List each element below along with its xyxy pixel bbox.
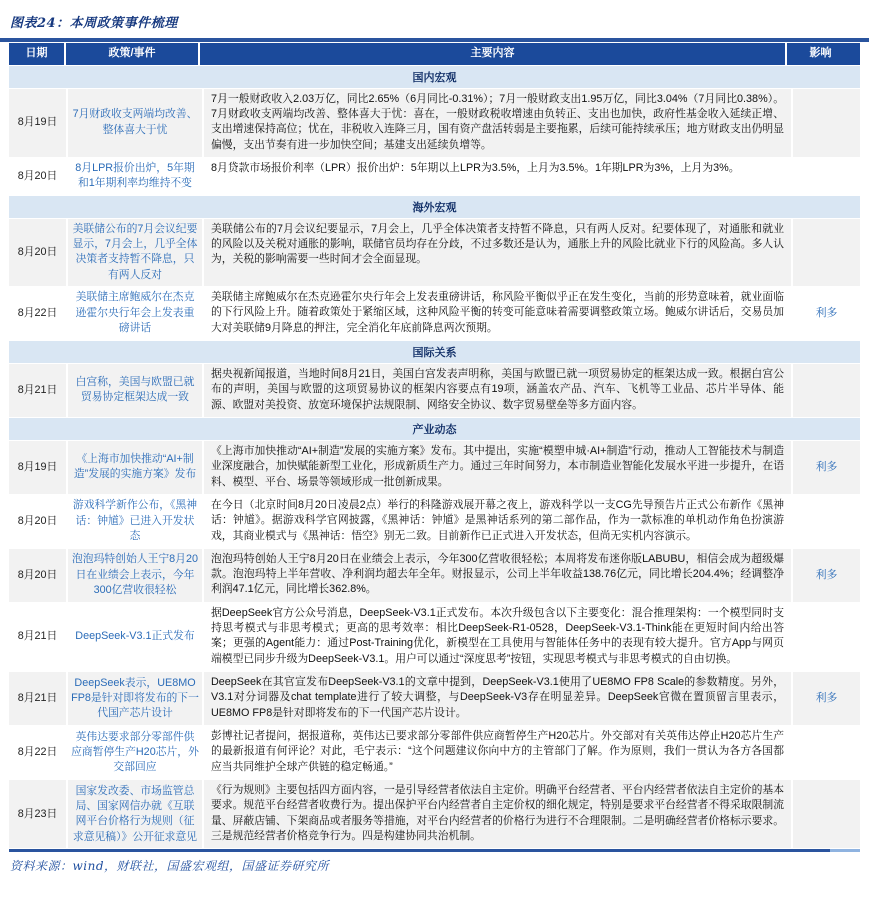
section-header-4: 产业动态 xyxy=(9,418,860,441)
bottom-rule xyxy=(9,849,860,852)
impact-cell xyxy=(793,780,860,848)
date-cell: 8月21日 xyxy=(9,603,66,671)
impact-cell xyxy=(793,158,860,195)
event-cell: 白宫称，美国与欧盟已就贸易协定框架达成一致 xyxy=(68,364,202,417)
content-cell: 美联储公布的7月会议纪要显示，7月会上，几乎全体决策者支持暂不降息，只有两人反对。纪要体现了，对通胀和就业的风险以及关税对通胀的影响，联储官员均存在分歧，不过多数还是认为，通胀上升的风险比就业下行的风险高。多人认为，关税的影响需要一些时间才会全面显现。 xyxy=(204,219,791,286)
content-cell: 据央视新闻报道，当地时间8月21日，美国白宫发表声明称，美国与欧盟已就一项贸易协定的框架达成一致。根据白宫公布的声明，美国与欧盟的这项贸易协议的框架内容要点有19项，涵盖农产品、汽车、飞机等工业品、芯片半导体、能源、欧盟对美投资、放宽环境保护法规限制、网络安全协议、数字贸易壁垒等多方面内容。 xyxy=(204,364,791,417)
impact-cell xyxy=(793,364,860,417)
content-cell: 彭博社记者提问，据报道称，英伟达已要求部分零部件供应商暂停生产H20芯片。外交部对有关英伟达停止H20芯片生产的最新报道有何评论？对此，毛宁表示：“这个问题建议你向中方的主管部门了解。作为原则，我们一贯认为各方各国都应当共同维护全球产供链的稳定畅通。” xyxy=(204,726,791,779)
table-row xyxy=(9,287,860,341)
impact-cell xyxy=(793,726,860,779)
impact-cell: 利多 xyxy=(793,672,860,725)
table-row xyxy=(9,549,860,603)
event-cell: 《上海市加快推动“AI+制造”发展的实施方案》发布 xyxy=(68,441,202,494)
content-cell: 据DeepSeek官方公众号消息，DeepSeek-V3.1正式发布。本次升级包含以下主要变化：混合推理架构：一个模型同时支持思考模式与非思考模式；更高的思考效率：相比DeepSeek-R1-0528，DeepSeek-V3.1-Think能在更短时间内给出答案；更强的Agent能力：通过Post-Training优化，新模型在工具使用与智能体任务中的表现有较大提升。官方App与网页端模型已同步升级为DeepSeek-V3.1。用户可以通过“深度思考”按钮，实现思考模式与非思考模式的自由切换。 xyxy=(204,603,791,671)
column-header-date: 日期 xyxy=(9,43,66,65)
table-row xyxy=(9,603,860,672)
date-cell: 8月22日 xyxy=(9,726,66,779)
source-note: 资料来源：wind，财联社，国盛宏观组，国盛证券研究所 xyxy=(10,859,330,874)
content-cell: 《行为规则》主要包括四方面内容，一是引导经营者依法自主定价。明确平台经营者、平台内经营者依法自主定价的基本要求。规范平台经营者收费行为。提出保护平台内经营者自主定价权的细化规定，特别是要求平台经营者不得采取限制流量、屏蔽店铺、下架商品或者服务等措施，对平台内经营者的价格行为进行不合理限制。二是明确经营者价格标示要求。三是规范经营者价格竞争行为。四是构建协同共治机制。 xyxy=(204,780,791,848)
impact-cell xyxy=(793,219,860,286)
column-header-content: 主要内容 xyxy=(200,43,787,65)
event-cell: 7月财政收支两端均改善、整体喜大于忧 xyxy=(68,89,202,157)
table-row xyxy=(9,89,860,158)
event-cell: 国家发改委、市场监管总局、国家网信办就《互联网平台价格行为规则（征求意见稿）》公开征求意见 xyxy=(68,780,202,848)
table-row xyxy=(9,672,860,726)
content-cell: 在今日（北京时间8月20日凌晨2点）举行的科隆游戏展开幕之夜上，游戏科学以一支CG先导预告片正式公布新作《黑神话：钟馗》。据游戏科学官网披露，《黑神话：钟馗》是黑神话系列的第二部作品，作为一款标准的单机动作角色扮演游戏，其商业模式与《黑神话：悟空》别无二致。目前新作已正式进入开发状态，但尚无实机内容演示。 xyxy=(204,495,791,548)
table-body xyxy=(9,66,860,850)
table-row xyxy=(9,364,860,418)
date-cell: 8月20日 xyxy=(9,495,66,548)
top-double-rule xyxy=(0,38,869,42)
event-cell: 美联储主席鲍威尔在杰克逊霍尔央行年会上发表重磅讲话 xyxy=(68,287,202,340)
event-cell: DeepSeek-V3.1正式发布 xyxy=(68,603,202,671)
date-cell: 8月21日 xyxy=(9,672,66,725)
policy-events-table xyxy=(9,43,860,849)
date-cell: 8月23日 xyxy=(9,780,66,848)
figure-title: 图表24：本周政策事件梳理 xyxy=(10,16,178,31)
table-row xyxy=(9,441,860,495)
table-row xyxy=(9,158,860,196)
table-row xyxy=(9,219,860,287)
impact-cell xyxy=(793,89,860,157)
date-cell: 8月20日 xyxy=(9,158,66,195)
table-header-row xyxy=(9,43,860,66)
section-header-3: 国际关系 xyxy=(9,341,860,364)
impact-cell xyxy=(793,495,860,548)
event-cell: 游戏科学新作公布，《黑神话：钟馗》已进入开发状态 xyxy=(68,495,202,548)
content-cell: DeepSeek在其官宣发布DeepSeek-V3.1的文章中提到，DeepSeek-V3.1使用了UE8MO FP8 Scale的参数精度。另外，V3.1对分词器及chat template进行了较大调整，与DeepSeek-V3存在明显差异。DeepSeek官微在置顶留言里表示，UE8MO FP8是针对即将发布的下一代国产芯片设计。 xyxy=(204,672,791,725)
content-cell: 8月贷款市场报价利率（LPR）报价出炉：5年期以上LPR为3.5%，上月为3.5%。1年期LPR为3%，上月为3%。 xyxy=(204,158,791,195)
column-header-impact: 影响 xyxy=(787,43,854,65)
section-header-2: 海外宏观 xyxy=(9,196,860,219)
event-cell: 美联储公布的7月会议纪要显示，7月会上，几乎全体决策者支持暂不降息，只有两人反对 xyxy=(68,219,202,286)
content-cell: 7月一般财政收入2.03万亿，同比2.65%（6月同比-0.31%）；7月一般财政支出1.95万亿，同比3.04%（7月同比0.38%）。7月财政收支两端均改善、整体喜大于忧：喜在，一般财政税收增速由负转正、支出也加快，政府性基金收入延续正增、支出增速保持高位；忧在，非税收入连降三月，国有资产盘活转弱是主要拖累，后续可能持续承压；地方财政支出仍明显偏慢，支出节奏有进一步加快空间；基建支出延续负增等。 xyxy=(204,89,791,157)
event-cell: 英伟达要求部分零部件供应商暂停生产H20芯片，外交部回应 xyxy=(68,726,202,779)
date-cell: 8月20日 xyxy=(9,219,66,286)
date-cell: 8月21日 xyxy=(9,364,66,417)
date-cell: 8月19日 xyxy=(9,89,66,157)
date-cell: 8月22日 xyxy=(9,287,66,340)
date-cell: 8月20日 xyxy=(9,549,66,602)
impact-cell xyxy=(793,603,860,671)
content-cell: 美联储主席鲍威尔在杰克逊霍尔央行年会上发表重磅讲话，称风险平衡似乎正在发生变化，当前的形势意味着，就业面临的下行风险上升。随着政策处于紧缩区域，这种风险平衡的转变可能意味着需要调整政策立场。鲍威尔讲话后，交易员加大对美联储9月降息的押注，完全消化年底前降息两次预期。 xyxy=(204,287,791,340)
content-cell: 《上海市加快推动“AI+制造”发展的实施方案》发布。其中提出，实施“模塑申城·AI+制造”行动，推动人工智能技术与制造业深度融合，加快赋能新型工业化，形成新质生产力。通过三年时间努力，本市制造业智能化发展水平进一步提升，在语料、模型、平台、场景等领域形成一批创新成果。 xyxy=(204,441,791,494)
section-header-1: 国内宏观 xyxy=(9,66,860,89)
table-row xyxy=(9,495,860,549)
date-cell: 8月19日 xyxy=(9,441,66,494)
event-cell: DeepSeek表示，UE8MO FP8是针对即将发布的下一代国产芯片设计 xyxy=(68,672,202,725)
event-cell: 8月LPR报价出炉，5年期和1年期利率均维持不变 xyxy=(68,158,202,195)
content-cell: 泡泡玛特创始人王宁8月20日在业绩会上表示，今年300亿营收很轻松；本周将发布迷你版LABUBU，相信会成为超级爆款。泡泡玛特上半年营收、净利润均超去年全年。财报显示，公司上半年收益138.76亿元，同比增长204.4%；经调整净利润47.1亿元，同比增长362.8%。 xyxy=(204,549,791,602)
event-cell: 泡泡玛特创始人王宁8月20日在业绩会上表示，今年300亿营收很轻松 xyxy=(68,549,202,602)
impact-cell: 利多 xyxy=(793,549,860,602)
table-row xyxy=(9,780,860,849)
impact-cell: 利多 xyxy=(793,287,860,340)
column-header-event: 政策/事件 xyxy=(66,43,200,65)
impact-cell: 利多 xyxy=(793,441,860,494)
table-row xyxy=(9,726,860,780)
